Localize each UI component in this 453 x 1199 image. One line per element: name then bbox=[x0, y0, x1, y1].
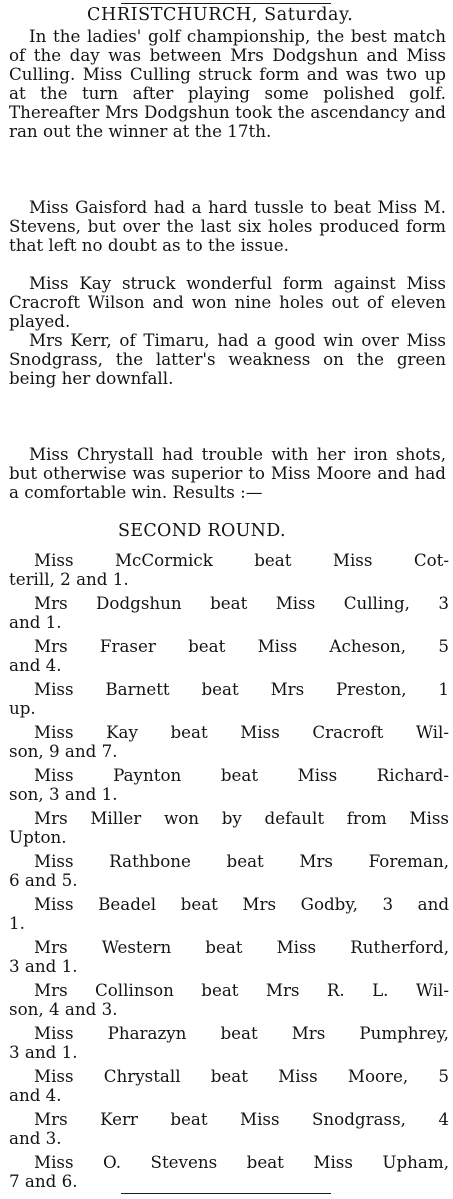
result-line: Miss Pharazyn beat Mrs Pumphrey, bbox=[34, 1023, 449, 1043]
result-line: 3 and 1. bbox=[9, 956, 78, 976]
paragraph-kay bbox=[9, 274, 446, 331]
result-line: Mrs Western beat Miss Rutherford, bbox=[34, 937, 449, 957]
result-line: and 4. bbox=[9, 655, 62, 675]
result-item bbox=[9, 852, 449, 890]
bottom-rule bbox=[121, 1193, 331, 1194]
result-item bbox=[9, 594, 449, 632]
result-line: Miss Paynton beat Miss Richard- bbox=[34, 765, 449, 785]
result-line: son, 9 and 7. bbox=[9, 741, 118, 761]
result-line: and 3. bbox=[9, 1128, 62, 1148]
result-item bbox=[9, 809, 449, 847]
result-item bbox=[9, 1153, 449, 1191]
paragraph-text: Miss Gaisford had a hard tussle to beat Miss M. Stevens, but over the last six holes produced form that left no doubt as to the issue. bbox=[9, 197, 446, 255]
result-line: and 1. bbox=[9, 612, 62, 632]
result-line: son, 4 and 3. bbox=[9, 999, 118, 1019]
dateline-title: CHRISTCHURCH, Saturday. bbox=[87, 5, 354, 25]
result-line: Mrs Miller won by default from Miss bbox=[34, 808, 449, 828]
paragraph-gaisford bbox=[9, 198, 446, 255]
result-item bbox=[9, 551, 449, 589]
paragraph-text: Mrs Kerr, of Timaru, had a good win over Miss Snodgrass, the latter's weakness on the green being her downfall. bbox=[9, 330, 446, 388]
result-line: 1. bbox=[9, 913, 25, 933]
result-line: Mrs Fraser beat Miss Acheson, 5 bbox=[34, 636, 449, 656]
paragraph-text: Miss Kay struck wonderful form against Miss Cracroft Wilson and won nine holes out of eleven played. bbox=[9, 273, 446, 331]
result-line: Miss McCormick beat Miss Cot- bbox=[34, 550, 449, 570]
result-item bbox=[9, 895, 449, 933]
result-item bbox=[9, 1110, 449, 1148]
result-item bbox=[9, 637, 449, 675]
result-line: Miss Chrystall beat Miss Moore, 5 bbox=[34, 1066, 449, 1086]
paragraph-kerr bbox=[9, 331, 446, 388]
result-line: terill, 2 and 1. bbox=[9, 569, 129, 589]
result-line: Miss Barnett beat Mrs Preston, 1 bbox=[34, 679, 449, 699]
result-line: Miss O. Stevens beat Miss Upham, bbox=[34, 1152, 449, 1172]
paragraph-chrystall bbox=[9, 445, 446, 502]
result-line: Mrs Dodgshun beat Miss Culling, 3 bbox=[34, 593, 449, 613]
result-item bbox=[9, 1024, 449, 1062]
result-item bbox=[9, 938, 449, 976]
result-line: 7 and 6. bbox=[9, 1171, 78, 1191]
result-line: son, 3 and 1. bbox=[9, 784, 118, 804]
result-line: Miss Beadel beat Mrs Godby, 3 and bbox=[34, 894, 449, 914]
result-item bbox=[9, 766, 449, 804]
result-item bbox=[9, 1067, 449, 1105]
result-line: and 4. bbox=[9, 1085, 62, 1105]
result-item bbox=[9, 981, 449, 1019]
paragraph-text: In the ladies' golf championship, the best match of the day was between Mrs Dodgshun and Miss Culling. Miss Culling struck form and was two up at the turn after playing some polished golf. Thereafter Mrs Dodgshun took the ascendancy and ran out the winner at the 17th. bbox=[9, 26, 446, 141]
top-rule bbox=[121, 3, 331, 4]
result-line: 6 and 5. bbox=[9, 870, 78, 890]
section-heading: SECOND ROUND. bbox=[118, 521, 286, 541]
result-item bbox=[9, 680, 449, 718]
result-line: Mrs Collinson beat Mrs R. L. Wil- bbox=[34, 980, 449, 1000]
paragraph-championship bbox=[9, 27, 446, 141]
result-line: Miss Kay beat Miss Cracroft Wil- bbox=[34, 722, 449, 742]
result-line: up. bbox=[9, 698, 36, 718]
result-line: Miss Rathbone beat Mrs Foreman, bbox=[34, 851, 449, 871]
result-line: 3 and 1. bbox=[9, 1042, 78, 1062]
result-line: Upton. bbox=[9, 827, 67, 847]
result-item bbox=[9, 723, 449, 761]
paragraph-text: Miss Chrystall had trouble with her iron shots, but otherwise was superior to Miss Moore and had a comfortable win. Results :— bbox=[9, 444, 446, 502]
result-line: Mrs Kerr beat Miss Snodgrass, 4 bbox=[34, 1109, 449, 1129]
